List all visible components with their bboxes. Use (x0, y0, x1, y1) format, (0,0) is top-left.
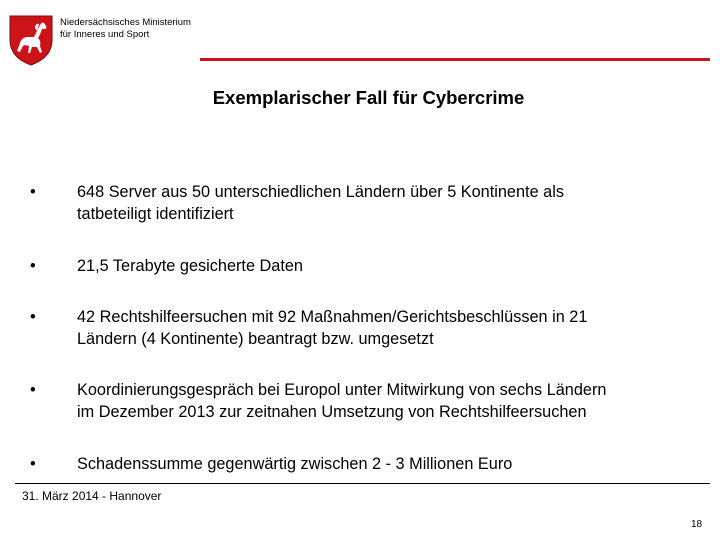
header-red-rule (200, 58, 710, 61)
bullet-text-line: im Dezember 2013 zur zeitnahen Umsetzung von Rechtshilfeersuchen (77, 403, 587, 421)
bullet-text (77, 181, 707, 225)
niedersachsen-horse-coat-of-arms-icon (8, 14, 54, 66)
bullet-text (77, 255, 707, 277)
ministry-name-line1: Niedersächsisches Ministerium (60, 17, 191, 28)
ministry-name (60, 17, 191, 41)
bullet-text-line: Ländern (4 Kontinente) beantragt bzw. umgesetzt (77, 330, 434, 348)
bullet-text-line: 42 Rechtshilfeersuchen mit 92 Maßnahmen/Gerichtsbeschlüssen in 21 (77, 308, 588, 326)
bullet-text-line: 648 Server aus 50 unterschiedlichen Ländern über 5 Kontinente als (77, 183, 564, 201)
bullet-text-line: Schadenssumme gegenwärtig zwischen 2 - 3 Millionen Euro (77, 455, 513, 473)
bullet-text (77, 379, 707, 423)
bullet-symbol: • (30, 183, 36, 201)
footer-date-location: 31. März 2014 - Hannover (22, 489, 162, 503)
page-number: 18 (691, 519, 703, 530)
ministry-name-line2: für Inneres und Sport (60, 29, 150, 40)
footer-rule (15, 483, 710, 484)
slide-title: Exemplarischer Fall für Cybercrime (212, 87, 525, 108)
bullet-symbol: • (30, 381, 36, 399)
bullet-symbol: • (30, 257, 36, 275)
bullet-text-line: 21,5 Terabyte gesicherte Daten (77, 257, 303, 275)
bullet-text (77, 306, 707, 350)
bullet-text-line: Koordinierungsgespräch bei Europol unter Mitwirkung von sechs Ländern (77, 381, 607, 399)
bullet-symbol: • (30, 308, 36, 326)
bullet-text-line: tatbeteiligt identifiziert (77, 205, 234, 223)
bullet-text (77, 453, 707, 475)
bullet-symbol: • (30, 455, 36, 473)
